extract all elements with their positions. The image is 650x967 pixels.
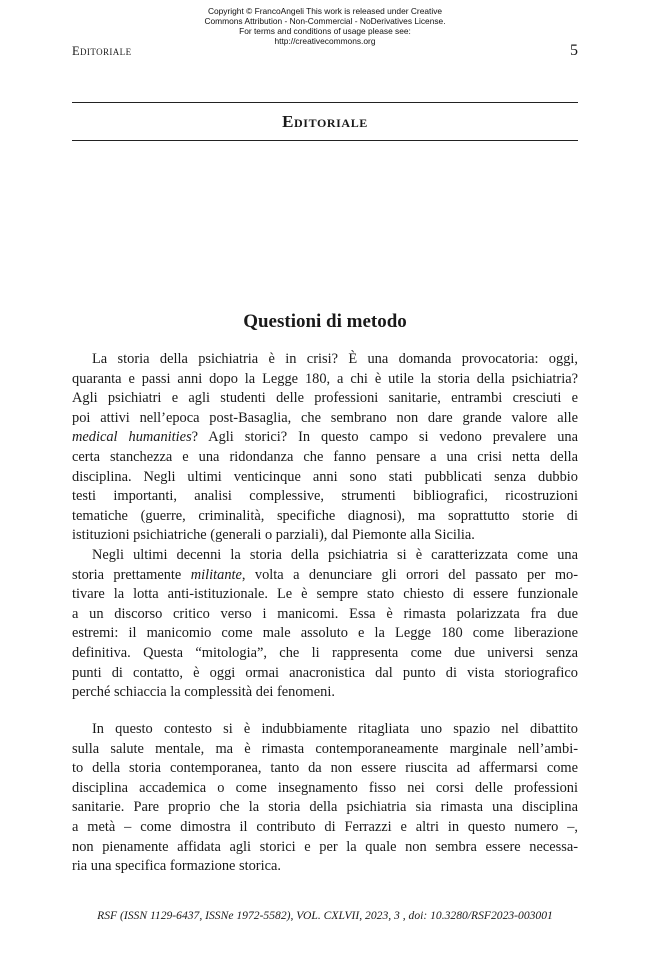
text-line: sulla salute mentale, ma è rimasta contemporaneamente marginale nell’ambi-	[72, 740, 578, 757]
text-line: Agli psichiatri e agli studenti delle professioni sanitarie, entrambi cresciuti e	[72, 390, 578, 407]
copyright-notice	[0, 6, 650, 46]
text-line: certa stanchezza e una ridondanza che fanno pensare a una crisi netta della	[72, 448, 578, 465]
top-rule	[72, 102, 578, 103]
text-line: medical humanities? Agli storici? In questo campo si vedono prevalere una	[72, 429, 578, 446]
text-line: non pienamente affidata agli storici e per la quale non sembra essere necessa-	[72, 838, 578, 855]
text-line: tivare la lotta anti-istituzionale. Le è sempre stato chiesto di essere funzionale	[72, 586, 578, 603]
text-line: punti di contatto, è oggi ormai anacronistica dal punto di vista storiografico	[72, 664, 578, 681]
italic-term: militante	[190, 566, 242, 583]
text-line: ria una specifica formazione storica.	[72, 858, 281, 875]
text-line: definitiva. Questa “mitologia”, che li rappresenta come due universi senza	[72, 644, 578, 661]
text-line: poi attivi nell’epoca post-Basaglia, che sembrano non dare grande valore alle	[72, 409, 578, 426]
italic-term: medical humanities	[72, 429, 192, 446]
journal-citation: RSF (ISSN 1129-6437, ISSNe 1972-5582), VOL. CXLVII, 2023, 3 , doi: 10.3280/RSF2023-003001	[97, 909, 553, 922]
text-line: In questo contesto si è indubbiamente ritagliata uno spazio nel dibattito	[92, 721, 578, 737]
paragraph-1	[72, 350, 578, 546]
text-line: sanitarie. Pare proprio che la storia della psichiatria sia rimasta una disciplina	[72, 799, 578, 816]
text-line: disciplina. Negli ultimi venticinque anni sono stati pubblicati senza dubbio	[72, 468, 578, 485]
text-line: a un discorso critico verso i manicomi. Essa è rimasta polarizzata fra due	[72, 605, 578, 622]
text-line: estremi: il manicomio come male assoluto e la Legge 180 come liberazione	[72, 625, 578, 642]
page-number: 5	[570, 42, 578, 59]
paragraph-3	[72, 720, 578, 877]
copyright-link[interactable]: http://creativecommons.org	[274, 36, 376, 46]
text-line: La storia della psichiatria è in crisi? È una domanda provocatoria: oggi,	[92, 351, 578, 367]
text-line: to della storia contemporanea, tanto da non essere riuscita ad affermarsi come	[72, 760, 578, 777]
text-line: disciplina accademica o come insegnamento fisso nei corsi delle professioni	[72, 779, 578, 796]
bottom-rule	[72, 140, 578, 141]
text-line: perché schiaccia la complessità dei fenomeni.	[72, 684, 335, 701]
section-title: Editoriale	[282, 112, 368, 131]
text-line: quaranta e passi anni dopo la Legge 180, a chi è utile la storia della psichiatria?	[72, 370, 578, 387]
paragraph-2	[72, 546, 578, 703]
article-title: Questioni di metodo	[243, 311, 407, 332]
running-head: Editoriale	[72, 44, 132, 58]
text-line: tematiche (guerre, criminalità, specifiche diagnosi), ma soprattutto storie di	[72, 507, 578, 524]
copyright-line: For terms and conditions of usage please see:	[239, 26, 411, 36]
copyright-line: Commons Attribution - Non-Commercial - NoDerivatives License.	[204, 16, 446, 26]
text-line: Negli ultimi decenni la storia della psichiatria si è caratterizzata come una	[92, 547, 578, 563]
text-line: istituzioni psichiatriche (generali o parziali), dal Piemonte alla Sicilia.	[72, 527, 475, 544]
text-line: testi importanti, analisi complessive, strumenti bibliografici, ricostruzioni	[72, 488, 578, 505]
text-line: storia prettamente militante, volta a denunciare gli orrori del passato per mo-	[72, 566, 578, 583]
text-line: a metà – come dimostra il contributo di Ferrazzi e altri in questo numero –,	[72, 818, 578, 835]
copyright-line: Copyright © FrancoAngeli This work is released under Creative	[207, 6, 443, 16]
